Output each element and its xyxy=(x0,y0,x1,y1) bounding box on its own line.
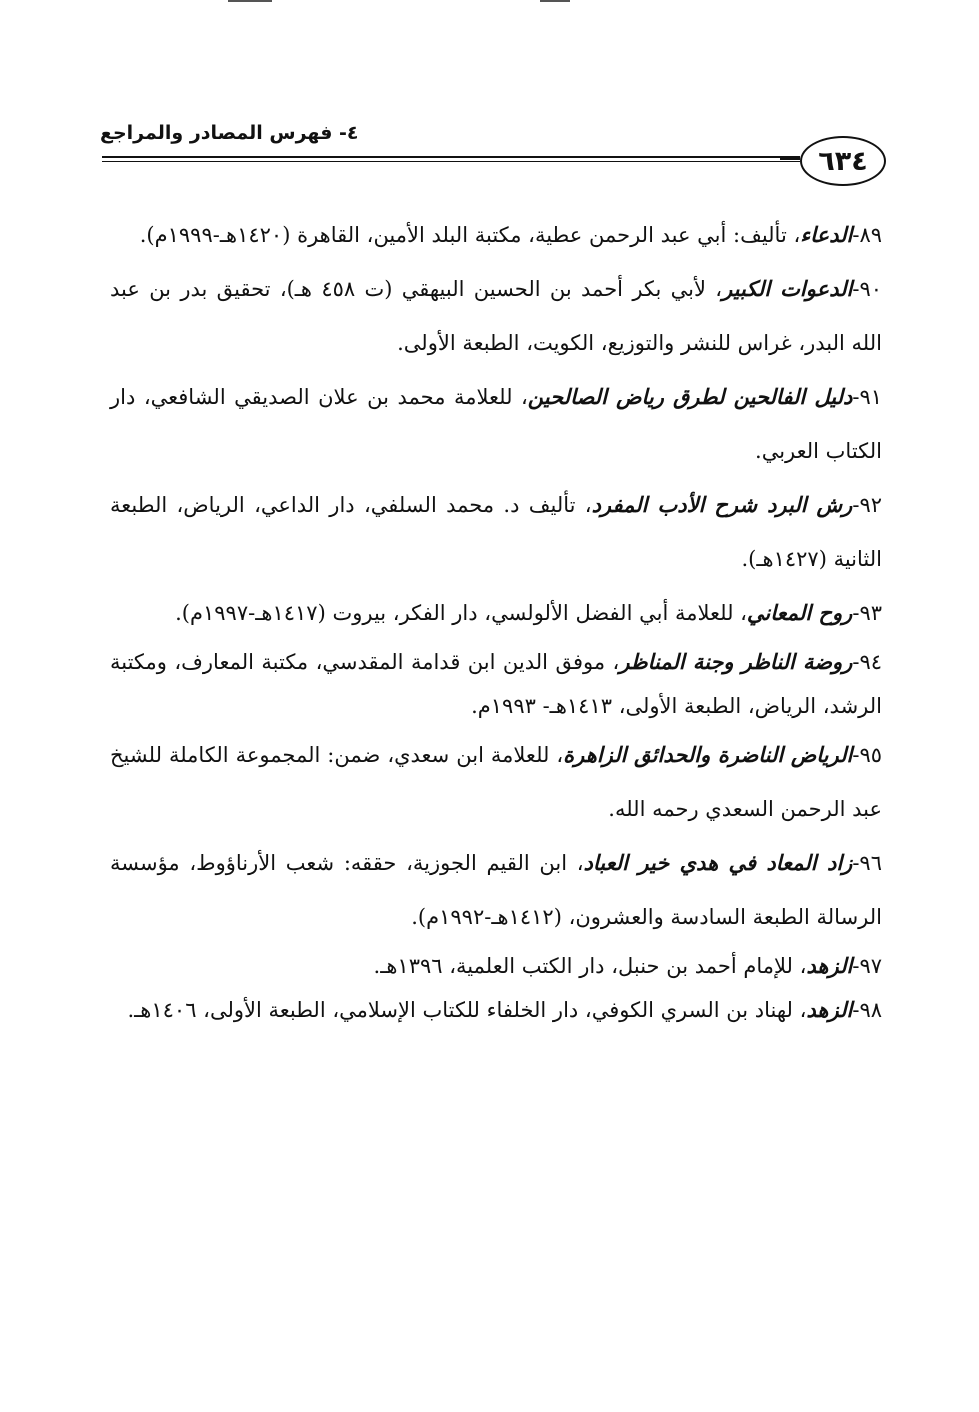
entry-details: ، لهناد بن السري الكوفي، دار الخلفاء للكتاب الإسلامي، الطبعة الأولى، ١٤٠٦هـ. xyxy=(127,998,807,1022)
entry-number: ٩٤- xyxy=(852,650,883,674)
entry-details: ، تأليف: أبي عبد الرحمن عطية، مكتبة البلد الأمين، القاهرة (١٤٢٠هـ-١٩٩٩م). xyxy=(139,223,801,247)
entry-title: الدعوات الكبير xyxy=(722,277,853,301)
header-rule xyxy=(780,158,800,160)
entry-number: ٩٠- xyxy=(852,277,883,301)
bibliography-entry xyxy=(110,478,882,586)
entry-number: ٩٥- xyxy=(852,743,882,767)
bibliography-entry xyxy=(110,836,882,944)
entry-title: روضة الناظر وجنة المناظر xyxy=(619,650,853,674)
bibliography-entry xyxy=(110,370,882,478)
entry-title: الزهد xyxy=(806,954,853,978)
entry-details: ، للعلامة محمد بن علان الصديقي الشافعي، دار الكتاب العربي. xyxy=(110,385,882,463)
page-number-text: ٦٣٤ xyxy=(818,145,868,177)
entry-number: ٩٨- xyxy=(852,998,882,1022)
entry-details: ، لأبي بكر أحمد بن الحسين البيهقي (ت ٤٥٨ هـ)، تحقيق بدر بن عبد الله البدر، غراس للنشر والتوزيع، الكويت، الطبعة الأولى. xyxy=(110,277,882,355)
entry-title: دليل الفالحين لطرق رياض الصالحين xyxy=(527,385,853,409)
bibliography-entry xyxy=(110,586,882,640)
page-header xyxy=(100,118,880,198)
entry-details: ، ابن القيم الجوزية، حققه: شعب الأرناؤوط، مؤسسة الرسالة الطبعة السادسة والعشرون، (١٤١٢هـ-١٩٩٢م). xyxy=(110,851,882,929)
entry-title: الزهد xyxy=(806,998,853,1022)
entry-title: روح المعاني xyxy=(746,601,853,625)
entry-title: رش البرد شرح الأدب المفرد xyxy=(591,493,853,517)
bibliography-entry xyxy=(110,262,882,370)
bibliography-list xyxy=(110,208,882,1032)
running-title: ٤- فهرس المصادر والمراجع xyxy=(100,122,359,144)
bibliography-entry xyxy=(110,640,882,728)
bibliography-entry xyxy=(110,988,882,1032)
entry-title: الدعاء xyxy=(800,223,853,247)
page-number xyxy=(800,136,886,186)
bibliography-entry xyxy=(110,728,882,836)
bibliography-entry xyxy=(110,944,882,988)
entry-details: ، للإمام أحمد بن حنبل، دار الكتب العلمية، ١٣٩٦هـ. xyxy=(373,954,807,978)
entry-details: ، موفق الدين ابن قدامة المقدسي، مكتبة المعارف، ومكتبة الرشد، الرياض، الطبعة الأولى، ١٤١٣هـ- ١٩٩٣م. xyxy=(110,650,882,718)
bibliography-entry xyxy=(110,208,882,262)
scan-artifact xyxy=(540,0,570,2)
entry-number: ٩٣- xyxy=(852,601,882,625)
entry-details: ، للعلامة ابن سعدي، ضمن: المجموعة الكاملة للشيخ عبد الرحمن السعدي رحمه الله. xyxy=(110,743,882,821)
entry-title: زاد المعاد في هدي خير العباد xyxy=(583,851,853,875)
scan-artifact xyxy=(228,0,272,2)
entry-details: ، تأليف د. محمد السلفي، دار الداعي، الرياض، الطبعة الثانية (١٤٢٧هـ). xyxy=(110,493,882,571)
entry-number: ٩١- xyxy=(852,385,883,409)
header-rule xyxy=(102,161,800,162)
entry-number: ٨٩- xyxy=(852,223,882,247)
header-rule xyxy=(102,156,800,158)
entry-number: ٩٢- xyxy=(852,493,882,517)
entry-number: ٩٦- xyxy=(852,851,882,875)
entry-details: ، للعلامة أبي الفضل الألولسي، دار الفكر، بيروت (١٤١٧هـ-١٩٩٧م). xyxy=(175,601,747,625)
entry-title: الرياض الناضرة والحدائق الزاهرة xyxy=(563,743,853,767)
entry-number: ٩٧- xyxy=(852,954,882,978)
